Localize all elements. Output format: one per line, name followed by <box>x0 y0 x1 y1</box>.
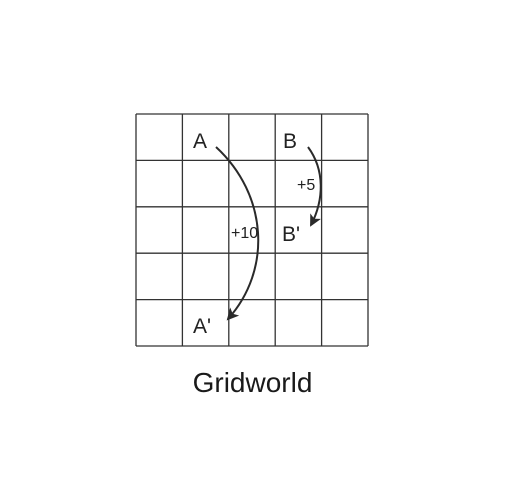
state-b-label: B <box>283 130 298 153</box>
diagram-caption: Gridworld <box>192 367 313 398</box>
reward-a-label: +10 <box>231 225 259 242</box>
state-a-prime-label: A' <box>193 315 212 338</box>
state-b-prime-label: B' <box>282 223 301 246</box>
reward-b-label: +5 <box>297 177 316 194</box>
state-a-label: A <box>193 130 208 153</box>
